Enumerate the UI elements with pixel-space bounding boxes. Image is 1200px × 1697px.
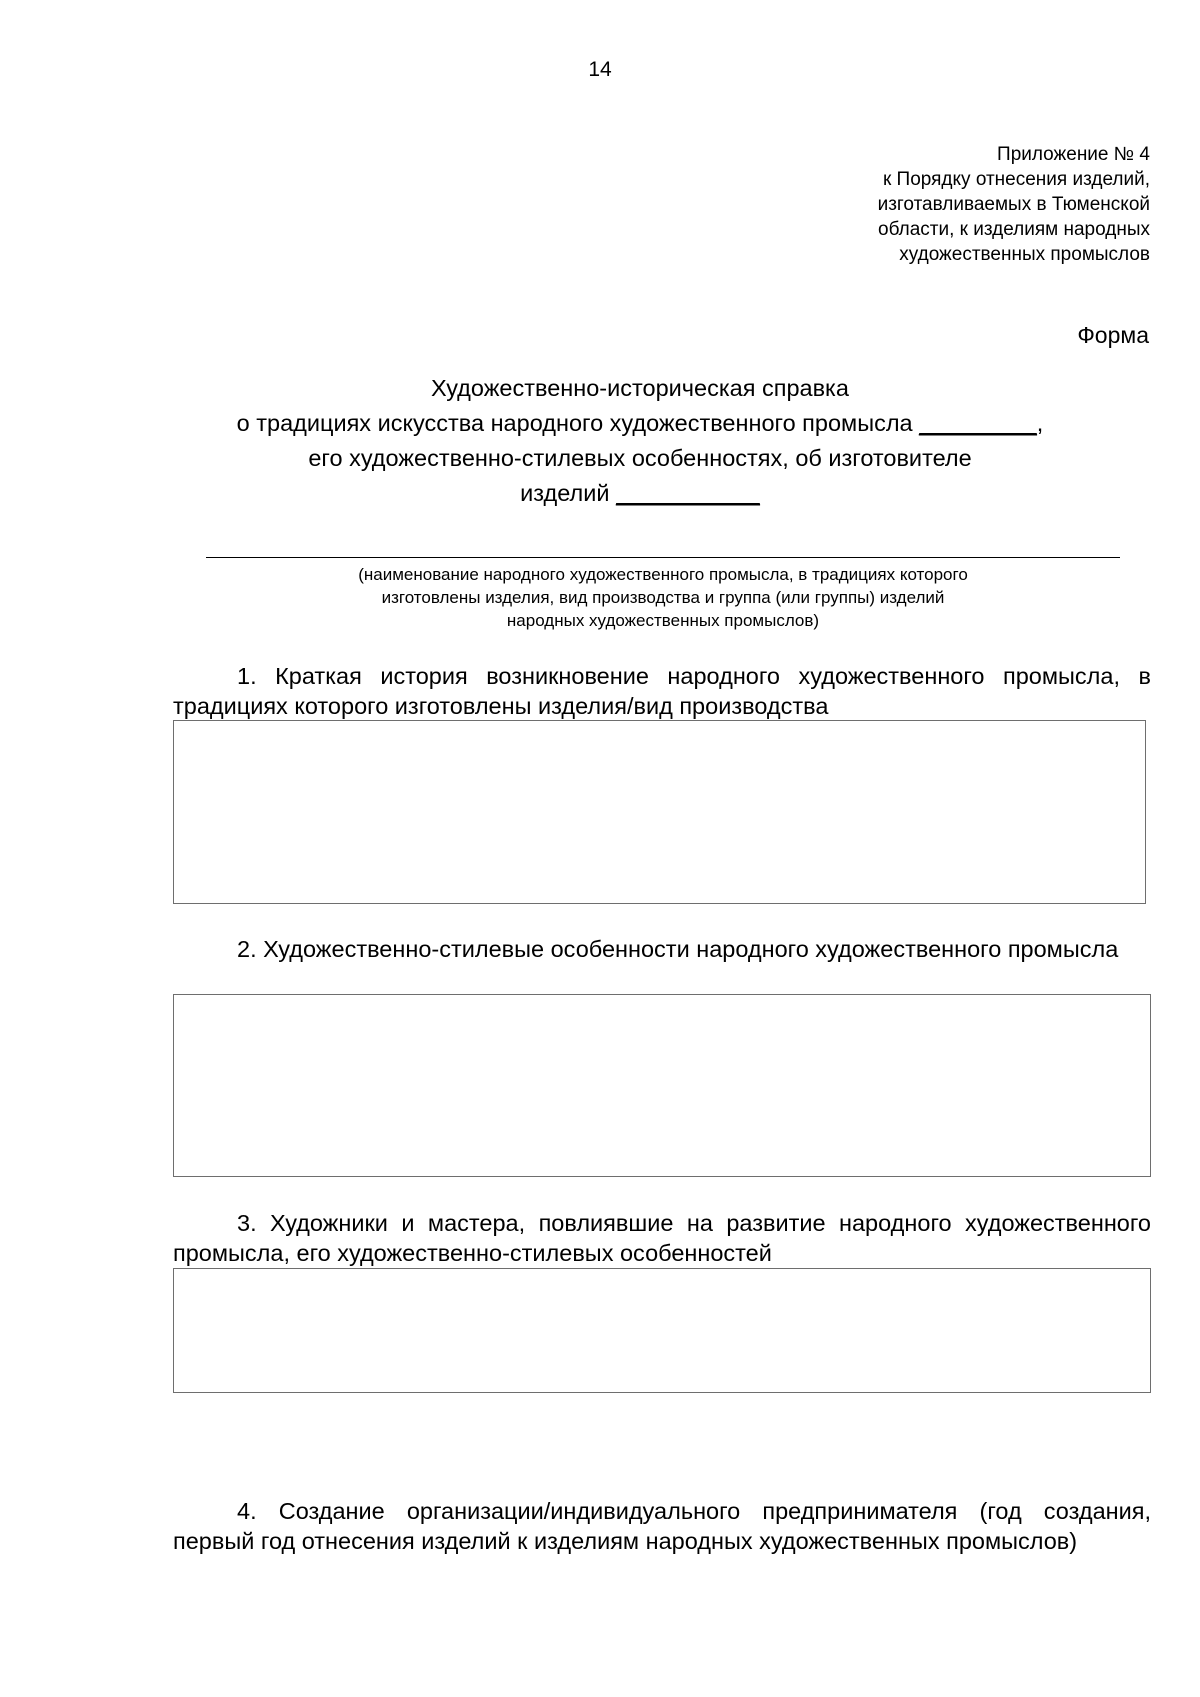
caption-line: народных художественных промыслов) (506, 611, 820, 630)
products-blank[interactable]: ___________ (616, 480, 760, 506)
appendix-line: к Порядку отнесения изделий, (882, 169, 1150, 190)
craft-name-fill-line[interactable] (206, 557, 1120, 558)
appendix-line: изготавливаемых в Тюменской (877, 194, 1150, 215)
title-line-4-text: изделий (520, 480, 617, 506)
section-2-answer-box[interactable] (173, 994, 1151, 1177)
craft-name-blank[interactable]: _________ (919, 410, 1037, 436)
form-label: Форма (1077, 322, 1149, 348)
craft-name-caption (206, 563, 1120, 632)
appendix-reference (650, 142, 1150, 267)
title-line-1: Художественно-историческая справка (431, 375, 849, 401)
section-1-heading: 1. Краткая история возникновение народного художественного промысла, в традициях которого изготовлены изделия/вид производства (173, 663, 1151, 719)
appendix-line: художественных промыслов (899, 244, 1150, 265)
appendix-line: области, к изделиям народных (878, 219, 1150, 240)
title-line-4 (200, 476, 1080, 511)
title-line-2-end: , (1036, 410, 1044, 436)
appendix-line: Приложение № 4 (997, 144, 1150, 165)
page-number: 14 (588, 58, 612, 81)
caption-line: изготовлены изделия, вид производства и группа (или группы) изделий (381, 588, 945, 607)
section-3-answer-box[interactable] (173, 1268, 1151, 1393)
section-3-heading: 3. Художники и мастера, повлиявшие на развитие народного художественного промысла, его художественно-стилевых особенностей (173, 1210, 1151, 1266)
section-2-heading: 2. Художественно-стилевые особенности народного художественного промысла (237, 936, 1119, 962)
title-line-2-text: о традициях искусства народного художественного промысла (236, 410, 920, 436)
caption-line: (наименование народного художественного промысла, в традициях которого (358, 565, 968, 584)
section-4-heading: 4. Создание организации/индивидуального предпринимателя (год создания, первый год отнесения изделий к изделиям народных художественных промыслов) (173, 1498, 1151, 1554)
section-1-answer-box[interactable] (173, 720, 1146, 904)
title-line-2 (200, 406, 1080, 441)
document-title (200, 371, 1080, 511)
title-line-3: его художественно-стилевых особенностях, об изготовителе (308, 445, 972, 471)
